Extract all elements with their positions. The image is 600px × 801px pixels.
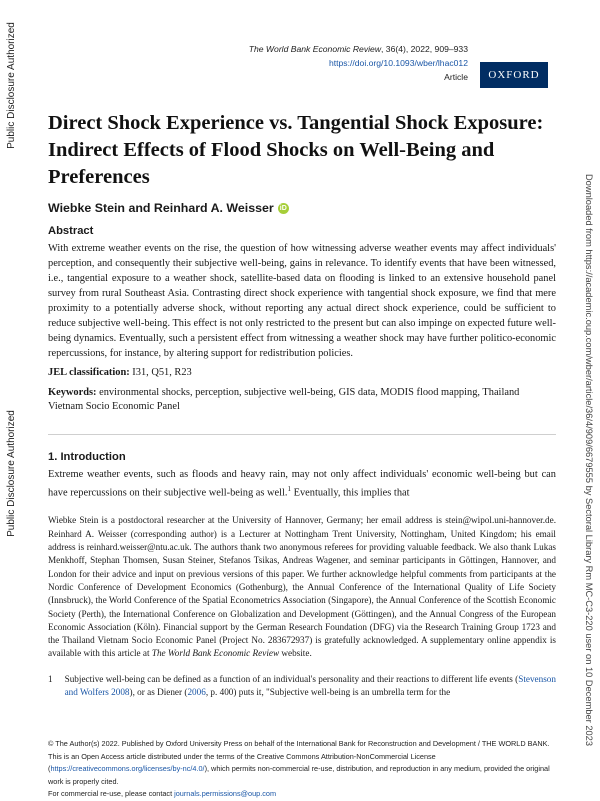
affiliation-end: website.	[279, 648, 312, 659]
license-link[interactable]: https://creativecommons.org/licenses/by-nc/4.0/	[50, 764, 205, 773]
intro-sentence: Extreme weather events, such as floods and heavy rain, may not only affect individuals' economic well-being but can have repercussions on their subjective well-being as well.	[48, 469, 556, 499]
section-divider	[48, 434, 556, 435]
intro-continuation: Eventually, this implies that	[291, 487, 410, 499]
article-title: Direct Shock Experience vs. Tangential Shock Exposure: Indirect Effects of Flood Shocks on Well-Being and Preferences	[48, 112, 544, 188]
introduction-text	[48, 467, 556, 500]
doi-link[interactable]: https://doi.org/10.1093/wber/lhac012	[328, 58, 468, 68]
journal-name: The World Bank Economic Review	[248, 44, 382, 54]
article-body	[48, 110, 556, 699]
public-disclosure-label-top: Public Disclosure Authorized	[5, 21, 17, 149]
copyright-line-3	[48, 788, 556, 801]
copyright-line-1: © The Author(s) 2022. Published by Oxford University Press on behalf of the International Bank for Reconstruction and Development / THE WORLD BANK.	[48, 739, 550, 748]
abstract-heading: Abstract	[48, 225, 94, 237]
orcid-icon[interactable]: iD	[279, 204, 287, 212]
copyright-line-2	[48, 751, 556, 789]
keywords	[48, 386, 556, 414]
keywords-label: Keywords:	[48, 387, 97, 398]
author-affiliation-note	[48, 514, 556, 660]
citation-link-stevenson[interactable]: Stevenson and Wolfers 2008	[64, 673, 556, 698]
jel-codes: I31, Q51, R23	[129, 367, 192, 378]
footnote-text-c: , p. 400) puts it, "Subjective well-being is an umbrella term for the	[205, 687, 451, 698]
license-text-b: ), which permits non-commercial re-use, distribution, and reproduction in any medium, provided the original work is properly cited.	[48, 764, 550, 786]
footnote-text-b: ), or as Diener (	[129, 687, 188, 698]
oxford-logo: OXFORD	[480, 62, 548, 88]
keywords-list: environmental shocks, perception, subjective well-being, GIS data, MODIS flood mapping, Thailand Vietnam Socio Economic Panel	[48, 387, 520, 412]
jel-classification	[48, 367, 556, 378]
copyright-notice	[48, 738, 556, 801]
license-text-a: This is an Open Access article distributed under the terms of the Creative Commons Attribution-NonCommercial License (	[48, 751, 436, 773]
footnote-text	[65, 673, 556, 700]
jel-label: JEL classification:	[48, 367, 130, 378]
download-notice: Downloaded from https://academic.oup.com/wber/article/36/4/909/6679555 by Sectoral Library Rm MC-C3-220 user on 10 December 2023	[584, 173, 594, 747]
affiliation-text: Wiebke Stein is a postdoctoral researcher at the University of Hannover, Germany; her email address is stein@wipol.uni-hannover.de. Reinhard A. Weisser (corresponding author) is a Lecturer at Nottingham Trent University, Nottingham, United Kingdom; his email address is reinhard.weisser@ntu.ac.uk. The authors thank two anonymous referees for providing valuable feedback. We also thank Lukas Menkhoff, Stephan Thomsen, Susan Steiner, Stefanos Tsikas, Andreas Wagener, and seminar participants in Göttingen, Hannover, and London for their advice and input on previous versions of this paper. We further acknowledge helpful comments from participants at the Nordic Conference of Development Economics (Gothenburg), the Annual Conference of the International Quality of Life Society (Innsbruck), the World Conference of the Spatial Econometrics Association (Singapore), the Annual Conference of the Scottish Economic Society (Perth), the International Conference on Globalization and Development (Göttingen), and the Annual Congress of the European Economic Association (Köln). Financial support by the German Research Foundation (DFG) via the Research Training Group 1723 and the Thailand Vietnam Socio Economic Panel (Project No. 283672937) is gratefully acknowledged. A supplementary online appendix is available with this article at	[48, 515, 556, 659]
affiliation-journal: The World Bank Economic Review	[151, 648, 280, 659]
citation-detail: , 36(4), 2022, 909–933	[381, 44, 468, 54]
side-stamp-bottom	[4, 398, 18, 548]
article-type: Article	[444, 72, 468, 82]
journal-header	[249, 42, 468, 84]
side-stamp-top	[4, 10, 18, 160]
footnote-number: 1	[48, 673, 53, 684]
footnote-text-a: Subjective well-being can be defined as a function of an individual's personality and their reactions to different life events (	[64, 673, 519, 684]
introduction-heading: 1. Introduction	[48, 451, 126, 463]
citation-link-diener[interactable]: 2006	[187, 687, 206, 698]
footnote-ref[interactable]: 1	[287, 485, 291, 493]
author-names: Wiebke Stein and Reinhard A. Weisser	[48, 201, 274, 215]
footnote	[48, 673, 556, 700]
permissions-email-link[interactable]: journals.permissions@oup.com	[174, 789, 277, 798]
download-stamp	[582, 140, 596, 780]
permissions-text: For commercial re-use, please contact	[48, 789, 175, 798]
public-disclosure-label-bottom: Public Disclosure Authorized	[5, 409, 17, 537]
journal-citation	[249, 42, 468, 56]
authors-line	[48, 201, 556, 215]
abstract-text: With extreme weather events on the rise, the question of how witnessing adverse weather events may affect individuals' perception, and consequently their subjective well-being, gains in relevance. To identify events that have been witnessed, i.e., tangential exposure to a weather shock, satellite-based data on flooding is linked to an extensive household panel survey from rural Southeast Asia. Contrasting direct shock experience with tangential shock exposure, we find that mere proximity to a potentially adverse shock, without reporting any actual direct shock experience, could be sufficient to reduce subjective well-being. This effect is not only restricted to the present but can also impinge on expected future well-being dynamics. Eventually, such a persistent effect from witnessing a weather shock may have further politico-economic repercussions, for instance, by altering support for redistribution policies.	[48, 243, 557, 359]
